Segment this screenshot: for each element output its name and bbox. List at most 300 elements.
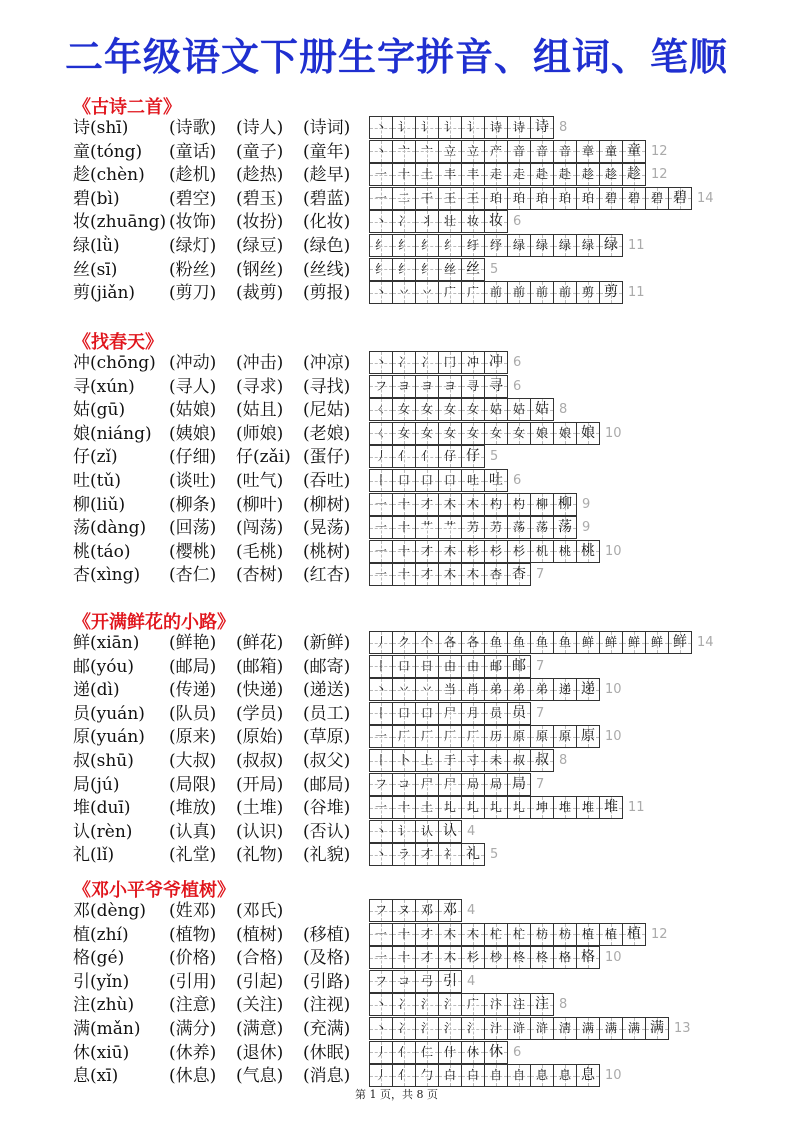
stroke-glyph: 音 bbox=[558, 143, 571, 158]
stroke-box bbox=[461, 422, 485, 445]
stroke-box bbox=[530, 946, 554, 969]
stroke-box bbox=[461, 469, 485, 492]
stroke-box bbox=[438, 820, 462, 843]
stroke-glyph: 机 bbox=[535, 543, 548, 558]
stroke-box bbox=[461, 140, 485, 163]
stroke-box bbox=[369, 970, 393, 993]
stroke-glyph: 音 bbox=[535, 143, 548, 158]
stroke-glyph: 员 bbox=[512, 704, 526, 721]
stroke-glyph: ㄑ bbox=[374, 402, 387, 417]
stroke-glyph: フ bbox=[374, 378, 387, 393]
stroke-box bbox=[392, 946, 416, 969]
stroke-box bbox=[530, 516, 554, 539]
stroke-box bbox=[576, 281, 600, 304]
stroke-box bbox=[576, 631, 600, 654]
stroke-order-grid bbox=[369, 923, 668, 946]
stroke-box bbox=[438, 234, 462, 257]
stroke-glyph: 荡 bbox=[512, 520, 525, 535]
stroke-glyph: 纟 bbox=[397, 261, 410, 276]
stroke-box bbox=[392, 678, 416, 701]
stroke-glyph: 杉 bbox=[489, 543, 502, 558]
stroke-count: 4 bbox=[467, 973, 476, 989]
stroke-glyph: 弟 bbox=[535, 682, 548, 697]
word-3: (注视) bbox=[303, 995, 351, 1016]
stroke-glyph: 娘 bbox=[558, 425, 571, 440]
stroke-box bbox=[369, 923, 393, 946]
stroke-box bbox=[461, 445, 485, 468]
stroke-box bbox=[484, 493, 508, 516]
stroke-box bbox=[438, 631, 462, 654]
stroke-box bbox=[484, 351, 508, 374]
stroke-glyph: 局 bbox=[512, 775, 526, 792]
word-2: (姑且) bbox=[236, 400, 284, 421]
stroke-glyph: 丝 bbox=[466, 260, 480, 277]
stroke-box bbox=[438, 725, 462, 748]
stroke-box bbox=[553, 631, 577, 654]
stroke-glyph: 才 bbox=[420, 543, 433, 558]
stroke-box bbox=[438, 796, 462, 819]
stroke-glyph: 满 bbox=[581, 1021, 594, 1035]
stroke-glyph: 冲 bbox=[466, 355, 479, 369]
stroke-glyph: 原 bbox=[535, 729, 548, 744]
stroke-glyph: 立 bbox=[443, 143, 456, 158]
stroke-count: 8 bbox=[559, 120, 568, 135]
stroke-box bbox=[415, 516, 439, 539]
stroke-box bbox=[461, 234, 485, 257]
stroke-glyph: 音 bbox=[512, 143, 525, 158]
stroke-box bbox=[553, 493, 577, 516]
stroke-box bbox=[507, 234, 531, 257]
stroke-box bbox=[369, 140, 393, 163]
stroke-box bbox=[599, 234, 623, 257]
word-2: (满意) bbox=[236, 1019, 284, 1039]
stroke-box bbox=[484, 375, 508, 398]
stroke-box bbox=[530, 116, 554, 139]
stroke-glyph: 丷 bbox=[397, 285, 410, 300]
stroke-glyph: 十 bbox=[397, 800, 410, 815]
stroke-box bbox=[392, 258, 416, 281]
word-2: (吐气) bbox=[236, 471, 284, 491]
stroke-glyph: 注 bbox=[512, 997, 525, 1012]
section-heading: 《古诗二首》 bbox=[73, 97, 181, 118]
stroke-glyph: 冲 bbox=[489, 354, 503, 370]
word-2: (寻求) bbox=[236, 376, 284, 397]
word-3: (引路) bbox=[303, 971, 351, 992]
character-pinyin: 诗(shī) bbox=[73, 118, 129, 138]
stroke-box bbox=[530, 187, 554, 210]
stroke-glyph: 绿 bbox=[604, 237, 618, 253]
stroke-box bbox=[415, 725, 439, 748]
stroke-order-grid bbox=[369, 773, 544, 796]
stroke-glyph: 亻 bbox=[420, 449, 433, 464]
stroke-glyph: 王 bbox=[466, 190, 479, 205]
stroke-box bbox=[438, 398, 462, 421]
stroke-glyph: 女 bbox=[420, 425, 433, 440]
stroke-glyph: 堆 bbox=[604, 799, 618, 816]
stroke-box bbox=[438, 1041, 462, 1064]
stroke-glyph: 由 bbox=[443, 658, 456, 673]
stroke-box bbox=[461, 655, 485, 678]
stroke-glyph: 鲜 bbox=[650, 635, 663, 649]
stroke-box bbox=[438, 258, 462, 281]
stroke-glyph: 趁 bbox=[581, 167, 594, 182]
stroke-box bbox=[645, 631, 669, 654]
stroke-box bbox=[461, 540, 485, 563]
stroke-box bbox=[484, 281, 508, 304]
stroke-count: 6 bbox=[513, 355, 522, 370]
character-pinyin: 绿(lǜ) bbox=[73, 236, 120, 256]
stroke-glyph: 绿 bbox=[558, 238, 571, 252]
stroke-box bbox=[576, 187, 600, 210]
stroke-glyph: 女 bbox=[466, 402, 479, 417]
stroke-count: 10 bbox=[605, 950, 622, 966]
stroke-glyph: 赴 bbox=[558, 167, 571, 182]
stroke-box bbox=[576, 1017, 600, 1040]
stroke-glyph: 十 bbox=[397, 496, 410, 511]
stroke-glyph: ラ bbox=[397, 847, 410, 862]
stroke-glyph: 寻 bbox=[489, 377, 503, 394]
stroke-box bbox=[599, 923, 623, 946]
stroke-glyph: 递 bbox=[581, 681, 595, 698]
word-1: (引用) bbox=[169, 971, 217, 992]
stroke-glyph: 丶 bbox=[374, 997, 387, 1012]
stroke-box bbox=[599, 1017, 623, 1040]
stroke-glyph: 息 bbox=[581, 1067, 595, 1084]
stroke-box bbox=[369, 469, 393, 492]
word-2: (原始) bbox=[236, 727, 284, 748]
stroke-box bbox=[415, 749, 439, 772]
stroke-box bbox=[392, 140, 416, 163]
stroke-order-grid bbox=[369, 445, 498, 468]
stroke-box bbox=[415, 970, 439, 993]
stroke-glyph: 讠 bbox=[443, 120, 456, 134]
word-2: (冲击) bbox=[236, 353, 284, 373]
stroke-box bbox=[369, 655, 393, 678]
stroke-glyph: 氵 bbox=[466, 1021, 479, 1035]
word-3: (消息) bbox=[303, 1066, 351, 1087]
stroke-box bbox=[438, 843, 462, 866]
stroke-glyph: 碧 bbox=[673, 189, 687, 206]
word-2: (趁热) bbox=[236, 165, 284, 186]
stroke-box bbox=[438, 773, 462, 796]
stroke-glyph: 女 bbox=[489, 425, 502, 440]
stroke-box bbox=[484, 631, 508, 654]
stroke-glyph: 自 bbox=[489, 1068, 502, 1083]
stroke-box bbox=[369, 946, 393, 969]
stroke-box bbox=[461, 258, 485, 281]
character-pinyin: 碧(bì) bbox=[73, 188, 120, 209]
stroke-glyph: 一 bbox=[374, 800, 387, 815]
character-pinyin: 趁(chèn) bbox=[73, 165, 145, 186]
stroke-glyph: 珀 bbox=[512, 190, 525, 205]
stroke-box bbox=[530, 234, 554, 257]
word-2: 仔(zǎi) bbox=[236, 447, 291, 468]
stroke-glyph: 木 bbox=[443, 496, 456, 511]
stroke-glyph: 走 bbox=[512, 167, 525, 182]
word-3: (及格) bbox=[303, 948, 351, 969]
stroke-count: 11 bbox=[628, 285, 645, 301]
stroke-box bbox=[461, 1064, 485, 1087]
stroke-glyph: 杉 bbox=[466, 543, 479, 558]
stroke-glyph: 亻 bbox=[397, 1044, 410, 1059]
stroke-box bbox=[438, 702, 462, 725]
word-1: (樱桃) bbox=[169, 541, 217, 562]
stroke-count: 5 bbox=[490, 847, 499, 863]
word-3: (化妆) bbox=[303, 212, 351, 233]
stroke-glyph: 满 bbox=[604, 1021, 617, 1035]
stroke-box bbox=[415, 820, 439, 843]
stroke-glyph: 讠 bbox=[466, 120, 479, 134]
stroke-box bbox=[438, 540, 462, 563]
stroke-box bbox=[392, 773, 416, 796]
stroke-glyph: 珀 bbox=[535, 190, 548, 205]
word-2: (邓氏) bbox=[236, 901, 284, 921]
stroke-box bbox=[484, 398, 508, 421]
stroke-glyph: 珀 bbox=[558, 190, 571, 205]
stroke-glyph: 木 bbox=[466, 567, 479, 582]
word-3: (草原) bbox=[303, 727, 351, 748]
stroke-glyph: 女 bbox=[512, 425, 525, 440]
character-pinyin: 寻(xún) bbox=[73, 376, 135, 397]
stroke-order-grid bbox=[369, 970, 475, 993]
stroke-order-grid bbox=[369, 843, 498, 866]
stroke-glyph: 原 bbox=[558, 729, 571, 744]
stroke-box bbox=[576, 422, 600, 445]
stroke-box bbox=[530, 923, 554, 946]
stroke-box bbox=[369, 116, 393, 139]
stroke-box bbox=[392, 281, 416, 304]
stroke-box bbox=[599, 163, 623, 186]
stroke-count: 7 bbox=[536, 658, 545, 674]
word-1: (谈吐) bbox=[169, 471, 217, 491]
stroke-box bbox=[369, 773, 393, 796]
stroke-box bbox=[461, 281, 485, 304]
stroke-box bbox=[645, 1017, 669, 1040]
stroke-count: 10 bbox=[605, 425, 622, 441]
stroke-box bbox=[461, 351, 485, 374]
stroke-glyph: フ bbox=[374, 973, 387, 988]
character-pinyin: 原(yuán) bbox=[73, 727, 145, 748]
stroke-box bbox=[392, 516, 416, 539]
stroke-box bbox=[369, 258, 393, 281]
character-pinyin: 剪(jiǎn) bbox=[73, 283, 136, 304]
stroke-box bbox=[369, 899, 393, 922]
stroke-glyph: 丨 bbox=[374, 753, 387, 767]
stroke-count: 5 bbox=[490, 449, 499, 465]
stroke-box bbox=[530, 796, 554, 819]
stroke-box bbox=[369, 540, 393, 563]
stroke-box bbox=[369, 702, 393, 725]
stroke-glyph: 才 bbox=[420, 847, 433, 862]
stroke-glyph: 童 bbox=[627, 142, 641, 159]
stroke-order-grid bbox=[369, 1041, 521, 1064]
stroke-glyph: 剪 bbox=[604, 284, 618, 301]
stroke-box bbox=[392, 1041, 416, 1064]
word-3: (递送) bbox=[303, 680, 351, 701]
stroke-box bbox=[553, 796, 577, 819]
word-2: (土堆) bbox=[236, 798, 284, 819]
stroke-glyph: 冫 bbox=[397, 997, 410, 1012]
stroke-box bbox=[369, 281, 393, 304]
stroke-glyph: 丝 bbox=[443, 261, 456, 276]
word-1: (冲动) bbox=[169, 353, 217, 373]
stroke-glyph: 丶 bbox=[374, 355, 387, 369]
word-2: (退休) bbox=[236, 1042, 284, 1063]
stroke-glyph: 娘 bbox=[581, 424, 595, 441]
stroke-glyph: 浒 bbox=[512, 1021, 525, 1035]
stroke-box bbox=[415, 493, 439, 516]
character-pinyin: 堆(duī) bbox=[73, 798, 131, 819]
word-2: (毛桃) bbox=[236, 541, 284, 562]
stroke-glyph: 木 bbox=[443, 567, 456, 582]
stroke-glyph: 讠 bbox=[397, 120, 410, 134]
stroke-box bbox=[461, 993, 485, 1016]
stroke-glyph: 丷 bbox=[420, 682, 433, 697]
stroke-glyph: 女 bbox=[443, 402, 456, 417]
character-pinyin: 柳(liǔ) bbox=[73, 494, 126, 515]
stroke-glyph: 女 bbox=[420, 402, 433, 417]
stroke-glyph: 原 bbox=[512, 729, 525, 744]
word-2: (礼物) bbox=[236, 845, 284, 866]
stroke-glyph: 才 bbox=[420, 567, 433, 582]
stroke-glyph: 木 bbox=[443, 543, 456, 558]
word-3: (桃树) bbox=[303, 541, 351, 562]
word-2: (碧玉) bbox=[236, 188, 284, 209]
word-3: (蛋仔) bbox=[303, 447, 351, 468]
stroke-box bbox=[484, 725, 508, 748]
stroke-glyph: 广 bbox=[443, 285, 456, 300]
stroke-box bbox=[576, 946, 600, 969]
word-1: (绿灯) bbox=[169, 236, 217, 256]
stroke-box bbox=[461, 796, 485, 819]
stroke-glyph: 冫 bbox=[420, 355, 433, 369]
stroke-glyph: ヌ bbox=[397, 903, 410, 917]
stroke-box bbox=[507, 540, 531, 563]
word-3: (充满) bbox=[303, 1019, 351, 1039]
stroke-box bbox=[415, 351, 439, 374]
stroke-box bbox=[622, 1017, 646, 1040]
stroke-glyph: 邮 bbox=[512, 657, 526, 674]
stroke-box bbox=[369, 1064, 393, 1087]
stroke-box bbox=[553, 281, 577, 304]
word-2: (植树) bbox=[236, 924, 284, 945]
stroke-order-grid bbox=[369, 187, 714, 210]
stroke-box bbox=[392, 843, 416, 866]
stroke-glyph: 尸 bbox=[420, 776, 433, 791]
word-1: (童话) bbox=[169, 141, 217, 162]
stroke-box bbox=[415, 946, 439, 969]
word-2: (闯荡) bbox=[236, 518, 284, 539]
stroke-glyph: 认 bbox=[443, 822, 457, 839]
word-1: (回荡) bbox=[169, 518, 217, 539]
stroke-glyph: 日 bbox=[420, 658, 433, 673]
character-pinyin: 注(zhù) bbox=[73, 995, 135, 1016]
stroke-box bbox=[438, 116, 462, 139]
word-3: (移植) bbox=[303, 924, 351, 945]
stroke-box bbox=[369, 749, 393, 772]
stroke-box bbox=[392, 493, 416, 516]
stroke-box bbox=[392, 820, 416, 843]
stroke-count: 6 bbox=[513, 1044, 522, 1060]
stroke-box bbox=[484, 187, 508, 210]
stroke-box bbox=[461, 398, 485, 421]
stroke-box bbox=[369, 678, 393, 701]
character-pinyin: 格(gé) bbox=[73, 948, 125, 969]
stroke-box bbox=[530, 749, 554, 772]
stroke-glyph: 汴 bbox=[489, 997, 502, 1012]
stroke-count: 10 bbox=[605, 543, 622, 559]
stroke-box bbox=[438, 678, 462, 701]
stroke-box bbox=[415, 281, 439, 304]
stroke-glyph: 绿 bbox=[535, 238, 548, 252]
stroke-box bbox=[530, 281, 554, 304]
stroke-glyph: 娘 bbox=[535, 425, 548, 440]
word-1: (仔细) bbox=[169, 447, 217, 468]
stroke-box bbox=[369, 234, 393, 257]
stroke-count: 6 bbox=[513, 378, 522, 394]
stroke-box bbox=[668, 631, 692, 654]
stroke-box bbox=[530, 678, 554, 701]
stroke-order-grid bbox=[369, 563, 544, 586]
stroke-box bbox=[369, 843, 393, 866]
stroke-box bbox=[461, 210, 485, 233]
stroke-box bbox=[461, 946, 485, 969]
stroke-box bbox=[415, 375, 439, 398]
stroke-glyph: 休 bbox=[466, 1044, 479, 1059]
stroke-box bbox=[553, 923, 577, 946]
word-1: (传递) bbox=[169, 680, 217, 701]
stroke-box bbox=[553, 187, 577, 210]
stroke-order-grid bbox=[369, 540, 622, 563]
stroke-glyph: 女 bbox=[397, 402, 410, 417]
stroke-glyph: 枋 bbox=[558, 926, 571, 941]
stroke-order-grid bbox=[369, 899, 475, 922]
stroke-glyph: 丶 bbox=[374, 120, 387, 134]
stroke-box bbox=[484, 210, 508, 233]
stroke-box bbox=[461, 702, 485, 725]
stroke-box bbox=[484, 773, 508, 796]
stroke-box bbox=[415, 678, 439, 701]
stroke-box bbox=[530, 140, 554, 163]
stroke-glyph: 冂 bbox=[443, 355, 456, 369]
stroke-box bbox=[392, 1064, 416, 1087]
stroke-glyph: 一 bbox=[374, 520, 387, 535]
stroke-glyph: 尸 bbox=[443, 776, 456, 791]
stroke-glyph: 口 bbox=[420, 473, 433, 487]
stroke-box bbox=[576, 678, 600, 701]
word-3: (叔父) bbox=[303, 751, 351, 771]
character-pinyin: 礼(lǐ) bbox=[73, 845, 115, 866]
word-3: (休眠) bbox=[303, 1042, 351, 1063]
stroke-count: 13 bbox=[674, 1021, 691, 1036]
stroke-glyph: 纟 bbox=[374, 238, 387, 252]
stroke-glyph: 弟 bbox=[512, 682, 525, 697]
stroke-glyph: 讠 bbox=[420, 120, 433, 134]
character-pinyin: 叔(shū) bbox=[73, 751, 134, 771]
stroke-glyph: 邓 bbox=[443, 902, 457, 918]
stroke-glyph: 亠 bbox=[420, 143, 433, 158]
stroke-box bbox=[576, 923, 600, 946]
stroke-glyph: 礻 bbox=[443, 847, 456, 862]
stroke-glyph: 妆 bbox=[466, 214, 479, 229]
stroke-box bbox=[461, 843, 485, 866]
stroke-glyph: 荡 bbox=[535, 520, 548, 535]
stroke-box bbox=[369, 375, 393, 398]
word-3: (尼姑) bbox=[303, 400, 351, 421]
stroke-box bbox=[507, 187, 531, 210]
word-3: (邮局) bbox=[303, 774, 351, 795]
stroke-order-grid bbox=[369, 469, 521, 492]
